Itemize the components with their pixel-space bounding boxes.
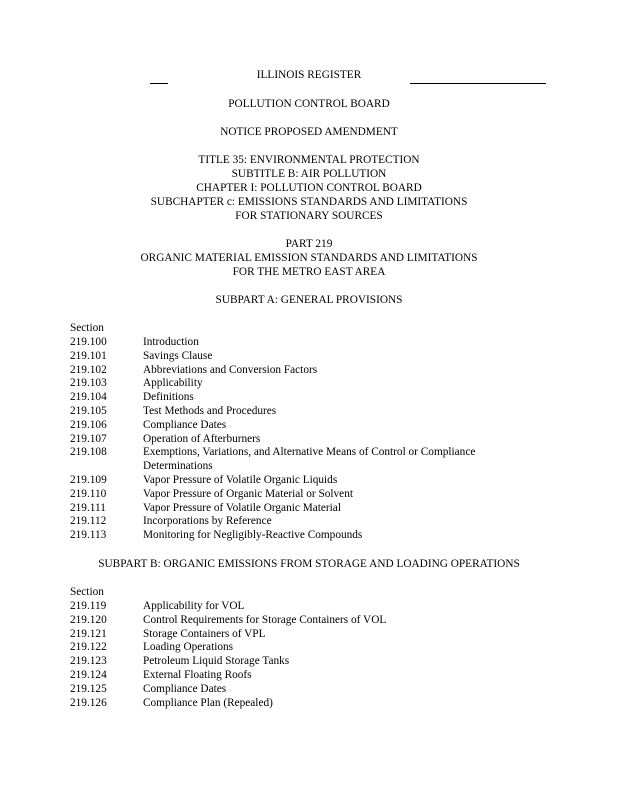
section-title: Vapor Pressure of Organic Material or Solvent: [143, 487, 353, 500]
section-title: Operation of Afterburners: [143, 432, 261, 445]
section-entry: [70, 377, 540, 391]
section-entry: [70, 655, 540, 669]
subpart-a-heading: SUBPART A: GENERAL PROVISIONS: [215, 294, 403, 306]
section-entry: [70, 391, 540, 405]
section-number: 219.126: [70, 696, 107, 709]
section-number: 219.123: [70, 655, 107, 668]
section-number: 219.101: [70, 349, 107, 362]
section-entry: [70, 350, 540, 364]
section-title: Compliance Dates: [143, 418, 227, 431]
section-number: 219.105: [70, 404, 107, 417]
section-number: 219.100: [70, 336, 107, 348]
section-number: 219.121: [70, 627, 107, 640]
section-entry: [70, 364, 540, 378]
section-title: Vapor Pressure of Volatile Organic Liquids: [143, 473, 338, 486]
section-number: 219.113: [70, 529, 107, 542]
section-entry: [70, 628, 540, 642]
section-number: 219.107: [70, 432, 107, 445]
title-line: TITLE 35: ENVIRONMENTAL PROTECTION: [198, 154, 420, 166]
section-number: 219.112: [70, 515, 107, 528]
section-number: 219.106: [70, 418, 107, 431]
section-entry: [70, 502, 540, 516]
part-name-line-2: FOR THE METRO EAST AREA: [232, 266, 386, 278]
header-rule-right: [410, 83, 546, 84]
section-entry: [70, 683, 540, 697]
section-entry: [70, 641, 540, 655]
section-entry: [70, 433, 540, 447]
subpart-b-section-label: Section: [70, 586, 104, 598]
section-number: 219.104: [70, 391, 107, 404]
section-number: 219.110: [70, 487, 107, 500]
section-entry: [70, 419, 540, 433]
section-title: Compliance Plan (Repealed): [143, 696, 273, 709]
section-title: Savings Clause: [143, 349, 213, 362]
header-rule-left: [150, 83, 168, 84]
subchapter-line-1: SUBCHAPTER c: EMISSIONS STANDARDS AND LIMITATIONS: [150, 196, 468, 208]
section-entry: [70, 529, 540, 543]
agency-name: POLLUTION CONTROL BOARD: [228, 98, 390, 110]
section-title: Determinations: [143, 460, 213, 473]
section-entry: [70, 614, 540, 628]
section-title: Abbreviations and Conversion Factors: [143, 363, 318, 376]
section-number: 219.119: [70, 600, 107, 612]
section-number: 219.103: [70, 377, 107, 390]
subpart-b-heading: SUBPART B: ORGANIC EMISSIONS FROM STORAGE AND LOADING OPERATIONS: [98, 558, 520, 570]
section-number: 219.124: [70, 668, 107, 681]
subchapter-line-2: FOR STATIONARY SOURCES: [235, 210, 383, 222]
subtitle-line: SUBTITLE B: AIR POLLUTION: [231, 168, 387, 180]
section-title: Incorporations by Reference: [143, 515, 272, 528]
section-title: Storage Containers of VPL: [143, 627, 266, 640]
section-title: Exemptions, Variations, and Alternative Means of Control or Compliance: [143, 446, 476, 459]
register-title: ILLINOIS REGISTER: [256, 69, 362, 81]
section-entry: [70, 446, 540, 460]
section-number: 219.125: [70, 682, 107, 695]
section-entry: [70, 600, 540, 614]
section-number: 219.102: [70, 363, 107, 376]
section-title: Compliance Dates: [143, 682, 227, 695]
chapter-line: CHAPTER I: POLLUTION CONTROL BOARD: [196, 182, 422, 194]
section-title: Introduction: [143, 336, 199, 348]
subpart-b-section-list: [70, 600, 540, 710]
section-entry: [70, 697, 540, 711]
section-entry: [70, 474, 540, 488]
section-entry: [70, 405, 540, 419]
section-entry: [70, 669, 540, 683]
section-number: 219.111: [70, 501, 106, 514]
section-entry: [70, 488, 540, 502]
notice-type: NOTICE PROPOSED AMENDMENT: [220, 126, 398, 138]
section-title: Definitions: [143, 391, 194, 404]
section-number: 219.120: [70, 613, 107, 626]
part-number: PART 219: [285, 238, 333, 250]
section-title: Vapor Pressure of Volatile Organic Material: [143, 501, 341, 514]
section-entry: [70, 336, 540, 350]
section-title: Petroleum Liquid Storage Tanks: [143, 655, 290, 668]
section-title: External Floating Roofs: [143, 668, 252, 681]
section-title: Control Requirements for Storage Containers of VOL: [143, 613, 387, 626]
section-entry: [70, 515, 540, 529]
subpart-a-section-list: [70, 336, 540, 543]
section-title: Loading Operations: [143, 641, 234, 654]
section-entry: [70, 460, 540, 474]
section-number: 219.122: [70, 641, 107, 654]
section-title: Test Methods and Procedures: [143, 404, 277, 417]
section-number: 219.108: [70, 446, 107, 459]
section-number: 219.109: [70, 473, 107, 486]
section-title: Monitoring for Negligibly-Reactive Compounds: [143, 529, 363, 542]
part-name-line-1: ORGANIC MATERIAL EMISSION STANDARDS AND LIMITATIONS: [140, 252, 478, 264]
section-title: Applicability: [143, 377, 203, 390]
subpart-a-section-label: Section: [70, 322, 104, 334]
section-title: Applicability for VOL: [143, 600, 245, 612]
